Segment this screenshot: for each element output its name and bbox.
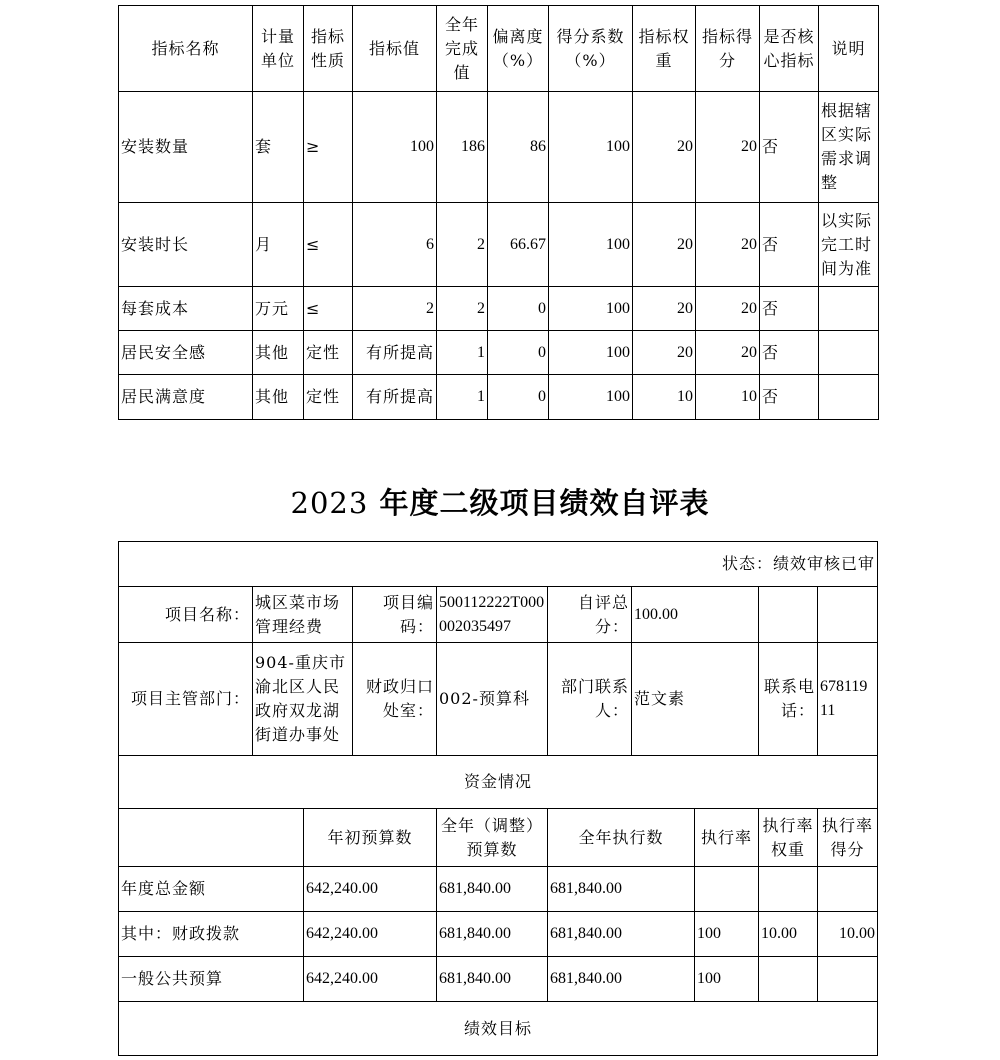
indicator-score: 10 xyxy=(696,375,760,420)
indicator-note xyxy=(819,287,879,331)
funds-adjusted: 681,840.00 xyxy=(437,867,548,912)
header-execution-rate: 执行率 xyxy=(695,809,759,867)
indicator-value: 100 xyxy=(353,92,437,203)
indicator-score: 20 xyxy=(696,331,760,375)
funds-rate: 100 xyxy=(695,957,759,1002)
funds-adjusted: 681,840.00 xyxy=(437,957,548,1002)
funds-row-label: 一般公共预算 xyxy=(119,957,304,1002)
table-row xyxy=(119,203,879,287)
project-name-label: 项目名称： xyxy=(119,587,253,643)
indicator-table xyxy=(118,5,879,420)
indicator-core: 否 xyxy=(760,331,819,375)
indicator-name: 居民安全感 xyxy=(119,331,253,375)
funds-executed: 681,840.00 xyxy=(548,957,695,1002)
table-row xyxy=(119,287,879,331)
indicator-value: 6 xyxy=(353,203,437,287)
indicator-score: 20 xyxy=(696,203,760,287)
indicator-actual: 2 xyxy=(437,203,488,287)
empty-cell xyxy=(759,587,818,643)
table-row xyxy=(119,912,878,957)
indicator-name: 每套成本 xyxy=(119,287,253,331)
indicator-score: 20 xyxy=(696,92,760,203)
indicator-unit: 其他 xyxy=(253,375,304,420)
indicator-nature: 定性 xyxy=(304,331,353,375)
self-score-label: 自评总分： xyxy=(548,587,632,643)
indicator-value: 有所提高 xyxy=(353,331,437,375)
project-code-label: 项目编码： xyxy=(353,587,437,643)
dept-label: 项目主管部门： xyxy=(119,643,253,756)
funds-score: 10.00 xyxy=(818,912,878,957)
status-row xyxy=(119,542,878,587)
header-unit: 计量单位 xyxy=(253,6,304,92)
table-row xyxy=(119,867,878,912)
indicator-coefficient: 100 xyxy=(549,92,633,203)
indicator-header-row xyxy=(119,6,879,92)
indicator-actual: 2 xyxy=(437,287,488,331)
funds-executed: 681,840.00 xyxy=(548,867,695,912)
indicator-actual: 1 xyxy=(437,375,488,420)
table-row xyxy=(119,331,879,375)
indicator-weight: 20 xyxy=(633,287,696,331)
title-year: 2023 xyxy=(290,486,369,520)
indicator-note xyxy=(819,331,879,375)
indicator-coefficient: 100 xyxy=(549,287,633,331)
goals-title-row xyxy=(119,1002,878,1056)
funds-weight xyxy=(759,867,818,912)
indicator-deviation: 0 xyxy=(488,375,549,420)
funds-header-row xyxy=(119,809,878,867)
self-score-value: 100.00 xyxy=(632,587,759,643)
indicator-note: 根据辖区实际需求调整 xyxy=(819,92,879,203)
phone-value: 67811911 xyxy=(818,643,878,756)
header-executed: 全年执行数 xyxy=(548,809,695,867)
indicator-nature: ≤ xyxy=(304,287,353,331)
header-value: 指标值 xyxy=(353,6,437,92)
indicator-unit: 套 xyxy=(253,92,304,203)
indicator-core: 否 xyxy=(760,203,819,287)
self-evaluation-table xyxy=(118,541,878,1056)
indicator-actual: 186 xyxy=(437,92,488,203)
indicator-actual: 1 xyxy=(437,331,488,375)
funds-score xyxy=(818,867,878,912)
header-core: 是否核心指标 xyxy=(760,6,819,92)
indicator-nature: 定性 xyxy=(304,375,353,420)
indicator-core: 否 xyxy=(760,92,819,203)
phone-label: 联系电话： xyxy=(759,643,818,756)
project-name-value: 城区菜市场管理经费 xyxy=(253,587,353,643)
indicator-coefficient: 100 xyxy=(549,203,633,287)
indicator-name: 安装数量 xyxy=(119,92,253,203)
indicator-value: 有所提高 xyxy=(353,375,437,420)
header-rate-score: 执行率得分 xyxy=(818,809,878,867)
funds-title: 资金情况 xyxy=(119,756,878,809)
indicator-name: 居民满意度 xyxy=(119,375,253,420)
funds-initial: 642,240.00 xyxy=(304,867,437,912)
indicator-core: 否 xyxy=(760,375,819,420)
indicator-weight: 20 xyxy=(633,331,696,375)
indicator-unit: 万元 xyxy=(253,287,304,331)
header-indicator-name: 指标名称 xyxy=(119,6,253,92)
header-coefficient: 得分系数（%） xyxy=(549,6,633,92)
indicator-weight: 10 xyxy=(633,375,696,420)
empty-cell xyxy=(818,587,878,643)
indicator-score: 20 xyxy=(696,287,760,331)
header-actual: 全年完成值 xyxy=(437,6,488,92)
indicator-name: 安装时长 xyxy=(119,203,253,287)
funds-title-row xyxy=(119,756,878,809)
project-info-row xyxy=(119,587,878,643)
goals-title: 绩效目标 xyxy=(119,1002,878,1056)
indicator-deviation: 86 xyxy=(488,92,549,203)
contact-label: 部门联系人： xyxy=(548,643,632,756)
funds-row-label: 年度总金额 xyxy=(119,867,304,912)
project-code-value: 500112222T000002035497 xyxy=(437,587,548,643)
finance-office-label: 财政归口处室： xyxy=(353,643,437,756)
indicator-deviation: 0 xyxy=(488,287,549,331)
indicator-nature: ≤ xyxy=(304,203,353,287)
funds-initial: 642,240.00 xyxy=(304,957,437,1002)
indicator-note: 以实际完工时间为准 xyxy=(819,203,879,287)
funds-weight: 10.00 xyxy=(759,912,818,957)
dept-value: 904-重庆市渝北区人民政府双龙湖街道办事处 xyxy=(253,643,353,756)
header-nature: 指标性质 xyxy=(304,6,353,92)
indicator-coefficient: 100 xyxy=(549,331,633,375)
department-row xyxy=(119,643,878,756)
indicator-weight: 20 xyxy=(633,92,696,203)
empty-cell xyxy=(119,809,304,867)
header-rate-weight: 执行率权重 xyxy=(759,809,818,867)
page-title xyxy=(0,483,1000,523)
funds-score xyxy=(818,957,878,1002)
table-row xyxy=(119,92,879,203)
header-note: 说明 xyxy=(819,6,879,92)
indicator-deviation: 66.67 xyxy=(488,203,549,287)
indicator-deviation: 0 xyxy=(488,331,549,375)
indicator-coefficient: 100 xyxy=(549,375,633,420)
indicator-core: 否 xyxy=(760,287,819,331)
funds-rate: 100 xyxy=(695,912,759,957)
indicator-weight: 20 xyxy=(633,203,696,287)
indicator-nature: ≥ xyxy=(304,92,353,203)
indicator-unit: 其他 xyxy=(253,331,304,375)
status-text: 状态：绩效审核已审 xyxy=(119,542,878,587)
finance-office-value: 002-预算科 xyxy=(437,643,548,756)
header-weight: 指标权重 xyxy=(633,6,696,92)
table-row xyxy=(119,957,878,1002)
header-initial-budget: 年初预算数 xyxy=(304,809,437,867)
indicator-value: 2 xyxy=(353,287,437,331)
contact-value: 范文素 xyxy=(632,643,759,756)
title-text: 年度二级项目绩效自评表 xyxy=(379,486,710,520)
funds-executed: 681,840.00 xyxy=(548,912,695,957)
funds-rate xyxy=(695,867,759,912)
header-adjusted-budget: 全年（调整）预算数 xyxy=(437,809,548,867)
header-deviation: 偏离度（%） xyxy=(488,6,549,92)
header-score: 指标得分 xyxy=(696,6,760,92)
funds-initial: 642,240.00 xyxy=(304,912,437,957)
table-row xyxy=(119,375,879,420)
funds-adjusted: 681,840.00 xyxy=(437,912,548,957)
indicator-note xyxy=(819,375,879,420)
funds-weight xyxy=(759,957,818,1002)
funds-row-label: 其中：财政拨款 xyxy=(119,912,304,957)
indicator-unit: 月 xyxy=(253,203,304,287)
